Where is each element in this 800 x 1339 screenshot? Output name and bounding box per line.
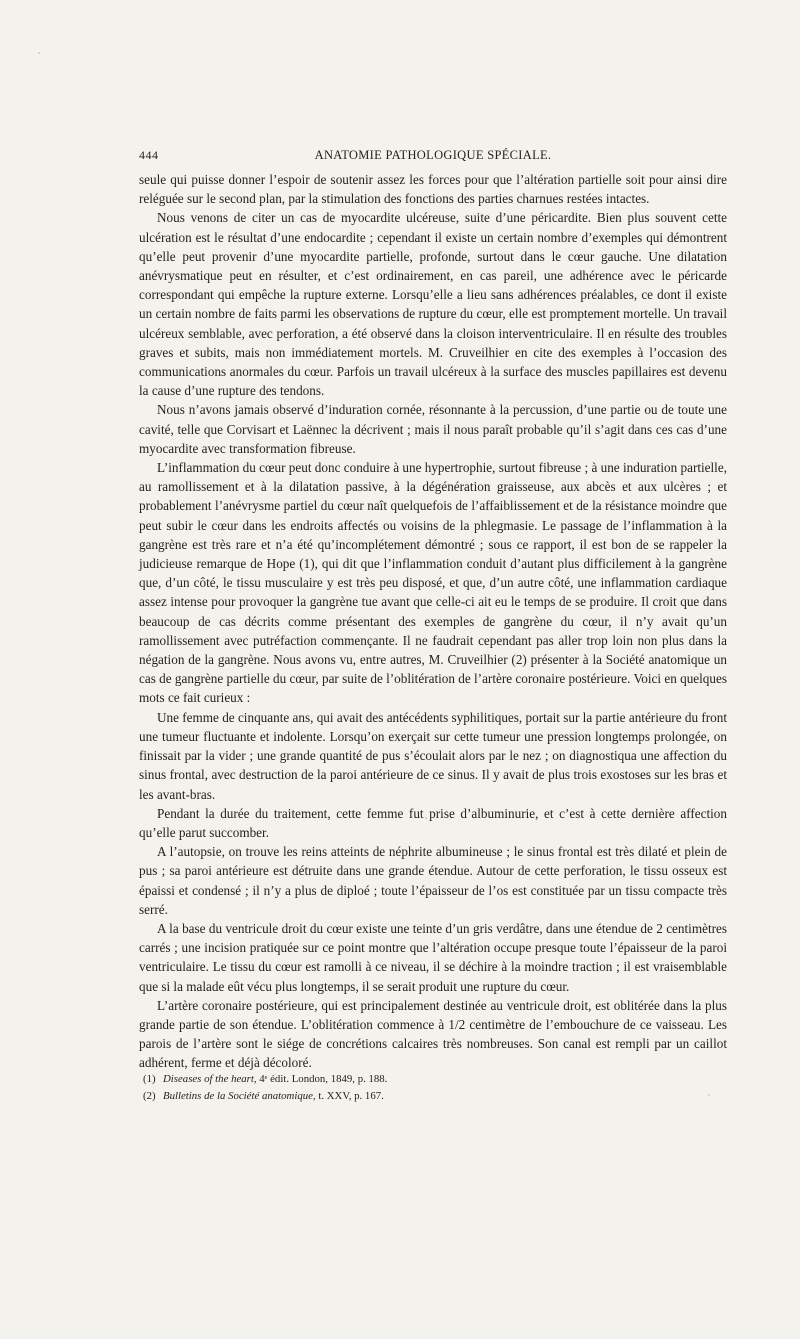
paragraph: A la base du ventricule droit du cœur existe une teinte d’un gris verdâtre, dans une étendue de 2 centimètres carrés ; une incision pratiquée sur ce point montre que l’altération occupe presque toute l’épaisseur de la paroi ventriculaire. Le tissu du cœur est ramolli à ce niveau, il se déchire à la moindre traction ; il est vraisemblable que si la malade eût vécu plus longtemps, il se serait produit une rupture du cœur. [139, 920, 727, 994]
footnote [139, 1071, 727, 1088]
footnote-reference: t. XXV, p. 167. [315, 1090, 384, 1102]
body-text [139, 170, 727, 1073]
footnote-number: (2) [143, 1090, 156, 1102]
paragraph: A l’autopsie, on trouve les reins atteints de néphrite albumineuse ; le sinus frontal est très dilaté et plein de pus ; sa paroi antérieure est détruite dans une grande étendue. Autour de cette perforation, le tissu osseux est épaissi et condensé ; il n’y a plus de diploé ; toute l’épaisseur de l’os est constituée par un tissu compacte très serré. [139, 844, 727, 917]
paper-speck [708, 1094, 710, 1096]
paragraph: L’artère coronaire postérieure, qui est principalement destinée au ventricule droit, est oblitérée dans la plus grande partie de son étendue. L’oblitération commence à 1/2 centimètre de l’embouchure de ce vaisseau. Les parois de l’artère sont le siége de concrétions calcaires très nombreuses. Son canal est rempli par un caillot adhérent, ferme et déjà décoloré. [139, 997, 727, 1071]
paper-speck [38, 52, 40, 54]
running-title: ANATOMIE PATHOLOGIQUE SPÉCIALE. [314, 148, 552, 162]
paragraph: Une femme de cinquante ans, qui avait des antécédents syphilitiques, portait sur la partie antérieure du front une tumeur fluctuante et indolente. Lorsqu’on exerçait sur cette tumeur une pression longtemps prolongée, on finissait par la vider ; une grande quantité de pus s’écoulait alors par le nez ; on diagnostiqua une affection du sinus frontal, avec destruction de la paroi antérieure de ce sinus. Il y avait de plus trois exostoses sur les bras et les avant-bras. [139, 709, 727, 802]
paragraph: Nous n’avons jamais observé d’induration cornée, résonnante à la percussion, d’une partie ou de toute une cavité, telle que Corvisart et Laënnec la décrivent ; mais il nous paraît probable qu’il s’agit dans ces cas d’une myocardite avec transformation fibreuse. [139, 402, 727, 456]
footnote-source-title: Bulletins de la Société anatomique, [163, 1090, 316, 1102]
running-head [139, 148, 727, 166]
paper-speck [425, 817, 427, 819]
paragraph: seule qui puisse donner l’espoir de soutenir assez les forces pour que l’altération partielle soit pour ainsi dire reléguée sur le second plan, par la stimulation des fonctions des parties charnues restées intactes. [139, 172, 727, 207]
footnote-number: (1) [143, 1073, 156, 1085]
footnote [139, 1088, 727, 1105]
paragraph: L’inflammation du cœur peut donc conduire à une hypertrophie, surtout fibreuse ; à une induration partielle, au ramollissement et à la dilatation passive, à la dégénération graisseuse, aux abcès et aux ulcères ; et probablement l’anévrysme partiel du cœur naît quelquefois de l’affaiblissement et de la résistance moindre que peut subir le cœur dans les endroits affectés ou voisins de la phlegmasie. Le passage de l’inflammation à la gangrène est très rare et n’a été qu’incomplétement démontré ; sous ce rapport, il est bon de se rappeler la judicieuse remarque de Hope (1), qui dit que l’inflammation conduit d’autant plus difficilement à la gangrène que, d’un côté, le tissu musculaire y est très peu disposé, et que, d’un autre côté, une inflammation cardiaque assez intense pour provoquer la gangrène tue avant que celle-ci ait eu le temps de se produire. Il croit que dans beaucoup de cas décrits comme présentant des exemples de gangrène du cœur, il n’y avait qu’un ramollissement avec putréfaction commençante. Il ne faudrait cependant pas aller trop loin non plus dans la négation de la gangrène. Nous avons vu, entre autres, M. Cruveilhier (2) présenter à la Société anatomique un cas de gangrène partielle du cœur, par suite de l’oblitération de l’artère coronaire postérieure. Voici en quelques mots ce fait curieux : [139, 460, 727, 706]
footnote-source-title: Diseases of the heart, [163, 1073, 257, 1085]
paragraph: Nous venons de citer un cas de myocardite ulcéreuse, suite d’une péricardite. Bien plus souvent cette ulcération est le résultat d’une endocardite ; cependant il existe un certain nombre d’exemples qui démontrent qu’elle peut provenir d’une myocardite partielle, profonde, surtout dans le cœur gauche. Une dilatation anévrysmatique peut en résulter, et c’est ordinairement, en cas pareil, une adhérence avec le péricarde correspondant qui empêche la rupture externe. Lorsqu’elle a lieu sans adhérences préalables, ce dont il existe un certain nombre de faits parmi les observations de rupture du cœur, elle est promptement mortelle. Un travail ulcéreux semblable, avec perforation, a été observé dans la cloison interventriculaire. Il en résulte des troubles graves et subits, mais non immédiatement mortels. M. Cruveilhier en cite des exemples à l’occasion des communications anormales du cœur. Parfois un travail ulcéreux à la surface des muscles papillaires est devenu la cause d’une rupture des tendons. [139, 210, 727, 399]
page-number: 444 [139, 148, 159, 162]
footnote-reference: 4ᵉ édit. London, 1849, p. 188. [256, 1073, 388, 1085]
paragraph: Pendant la durée du traitement, cette femme fut prise d’albuminurie, et c’est à cette dernière affection qu’elle parut succomber. [139, 805, 727, 840]
footnotes [139, 1071, 727, 1105]
